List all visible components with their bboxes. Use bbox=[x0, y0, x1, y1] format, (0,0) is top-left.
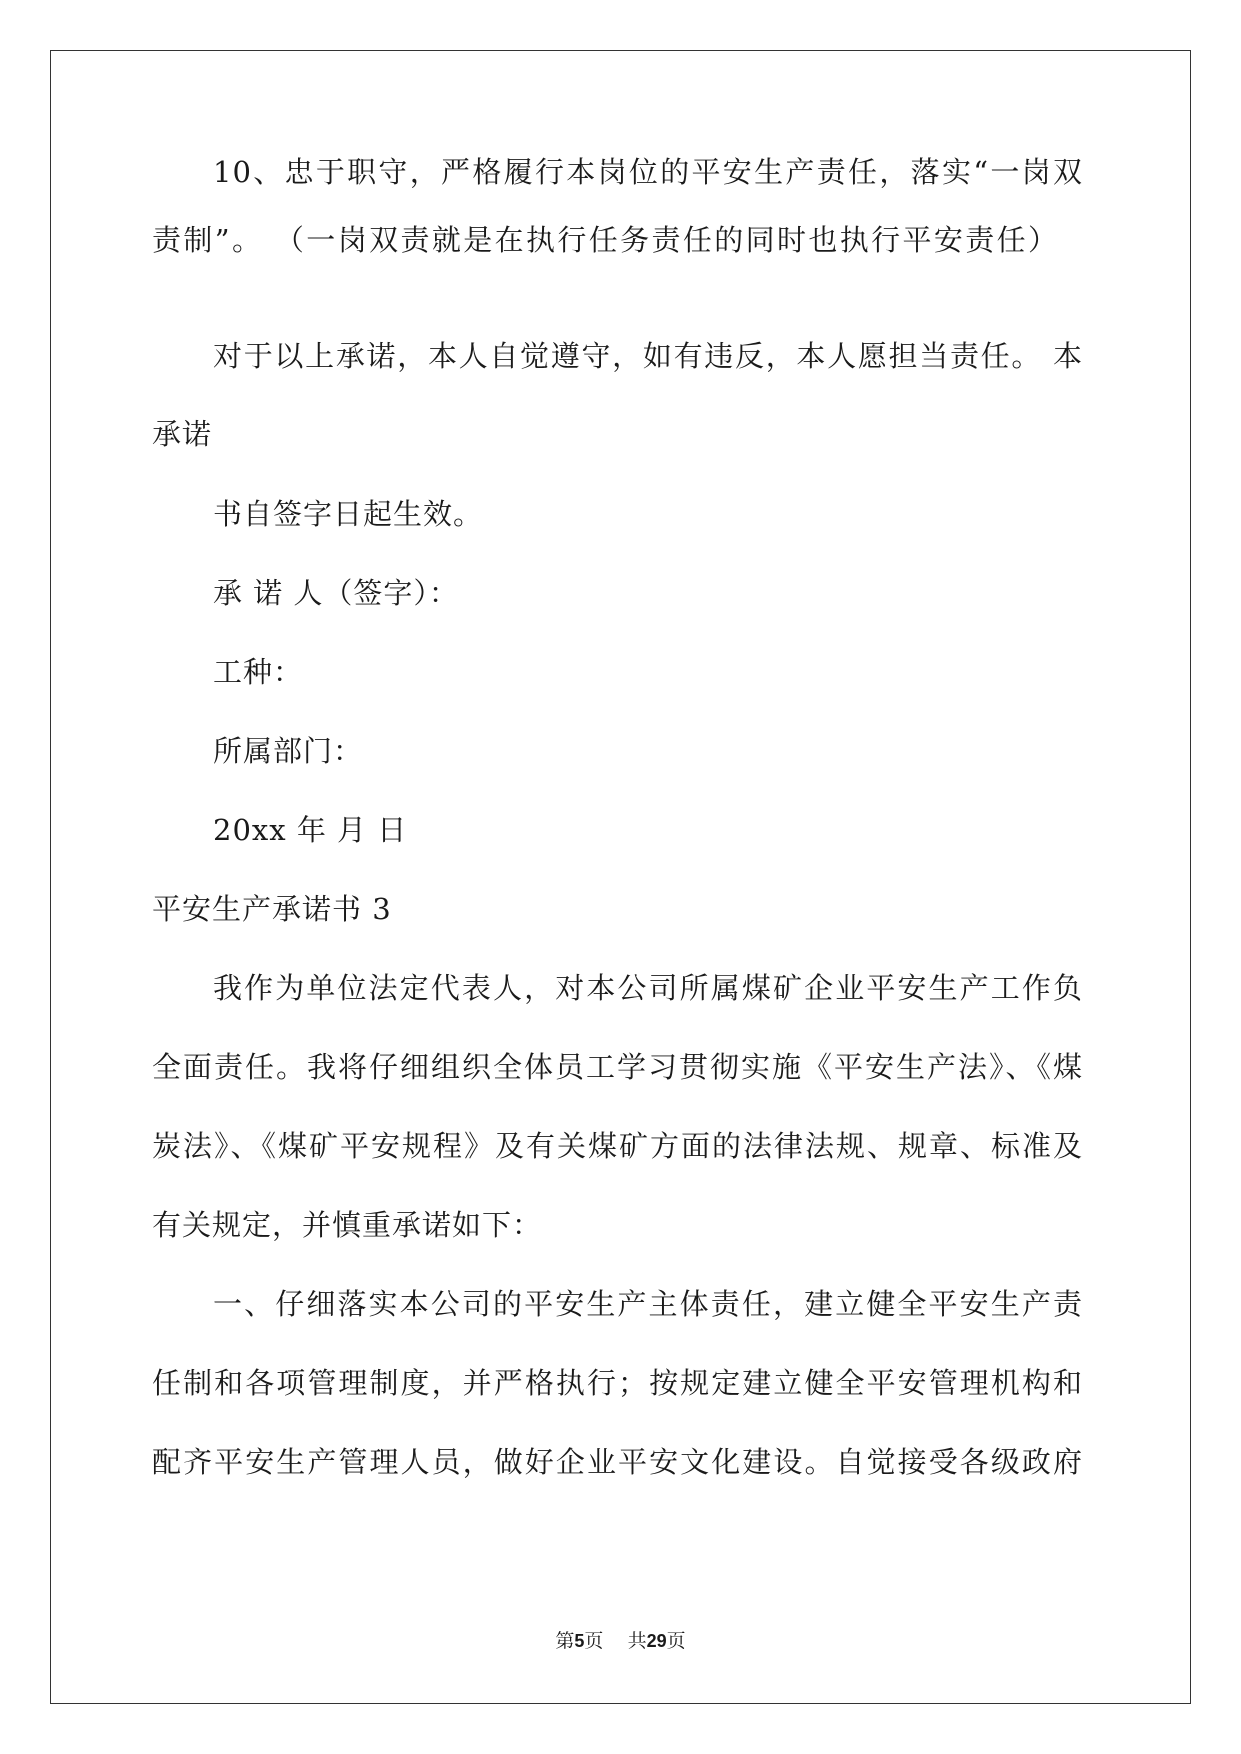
department-label: 所属部门： bbox=[213, 734, 364, 768]
section-title: 平安生产承诺书 3 bbox=[152, 892, 392, 926]
paragraph-line: 书自签字日起生效。 bbox=[213, 497, 484, 531]
paragraph-line: 配齐平安生产管理人员，做好企业平安文化建设。自觉接受各级政府 bbox=[152, 1445, 1083, 1479]
page-current: 5 bbox=[574, 1631, 585, 1651]
job-type-label: 工种： bbox=[213, 655, 304, 689]
paragraph-line: 全面责任。我将仔细组织全体员工学习贯彻实施《平安生产法》、《煤 bbox=[152, 1050, 1083, 1084]
paragraph-line: 有关规定，并慎重承诺如下： bbox=[152, 1208, 543, 1242]
paragraph-line: 一、仔细落实本公司的平安生产主体责任，建立健全平安生产责 bbox=[213, 1287, 1083, 1321]
paragraph-line: 炭法》、《煤矿平安规程》及有关煤矿方面的法律法规、规章、标准及 bbox=[152, 1129, 1083, 1163]
signature-field-label: 承 诺 人（签字）： bbox=[213, 576, 459, 610]
page-total: 29 bbox=[646, 1631, 667, 1651]
paragraph-line: 对于以上承诺，本人自觉遵守，如有违反，本人愿担当责任。 本 bbox=[213, 339, 1083, 373]
page-suffix: 页 bbox=[584, 1630, 604, 1652]
date-line: 20xx 年 月 日 bbox=[213, 813, 408, 847]
total-suffix: 页 bbox=[666, 1630, 686, 1652]
page-prefix: 第 bbox=[555, 1630, 575, 1652]
page-footer bbox=[0, 1629, 1241, 1653]
paragraph-line: 任制和各项管理制度，并严格执行；按规定建立健全平安管理机构和 bbox=[152, 1366, 1083, 1400]
total-prefix: 共 bbox=[627, 1630, 647, 1652]
paragraph-line: 承诺 bbox=[152, 417, 213, 451]
paragraph-line: 责制”。 （一岗双责就是在执行任务责任的同时也执行平安责任） bbox=[152, 223, 1058, 257]
paragraph-line: 我作为单位法定代表人，对本公司所属煤矿企业平安生产工作负 bbox=[213, 971, 1083, 1005]
paragraph-line: 10、忠于职守，严格履行本岗位的平安生产责任，落实“一岗双 bbox=[213, 155, 1083, 189]
